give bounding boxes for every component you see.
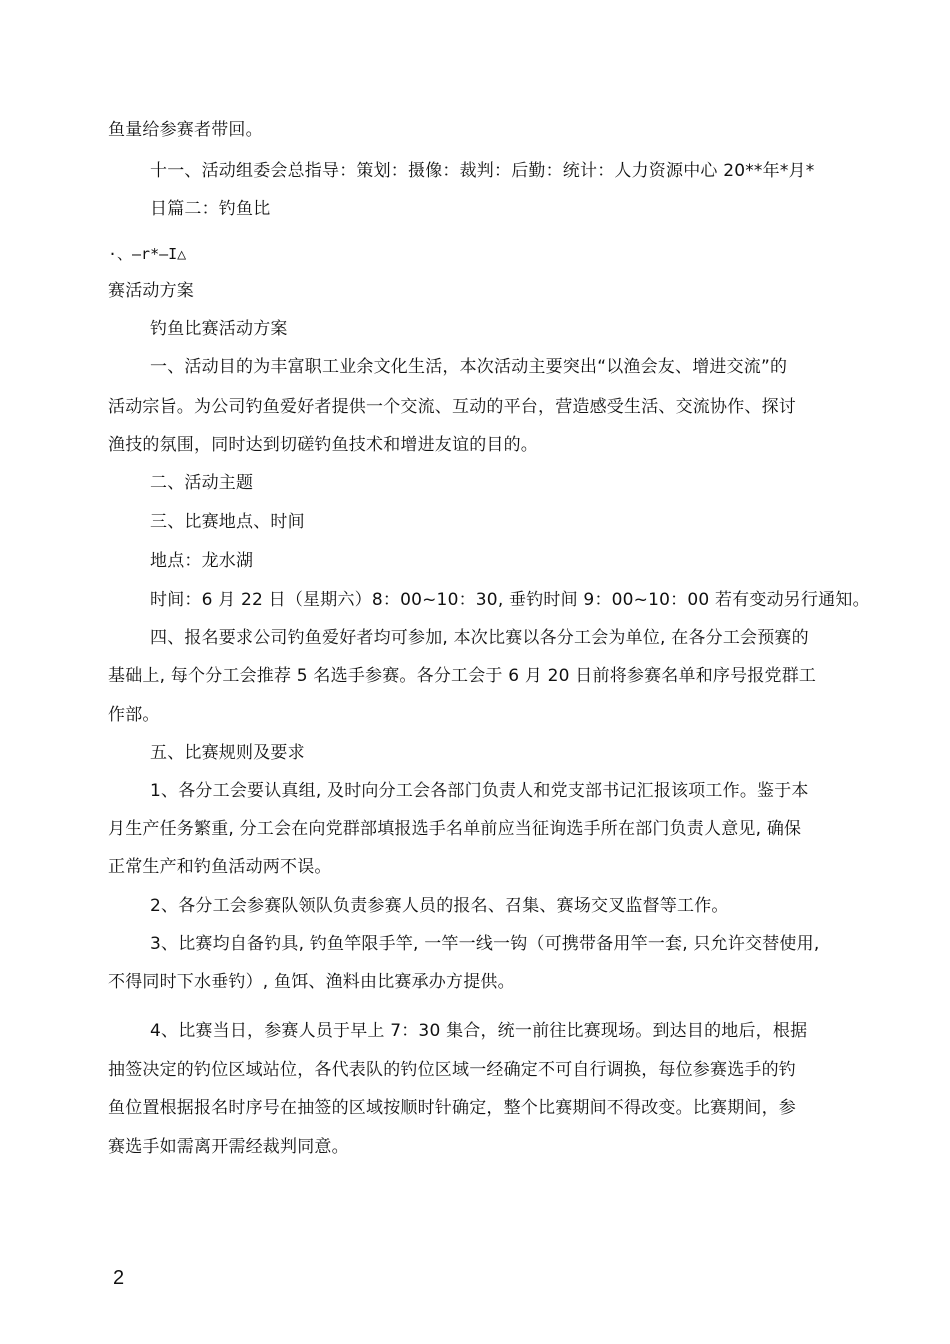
text-line: 赛选手如需离开需经裁判同意。 (108, 1137, 349, 1157)
text-line: 不得同时下水垂钓）, 鱼饵、渔料由比赛承办方提供。 (108, 972, 515, 992)
text-line: 赛活动方案 (108, 281, 194, 301)
text-line: 2、各分工会参赛队领队负责参赛人员的报名、召集、赛场交叉监督等工作。 (150, 896, 729, 916)
page-number: 2 (113, 1267, 125, 1289)
text-line: 十一、活动组委会总指导：策划：摄像：裁判：后勤：统计：人力资源中心 20**年*月* (150, 161, 815, 181)
text-line: 作部。 (108, 705, 160, 725)
text-line: 日篇二：钓鱼比 (150, 199, 271, 219)
text-line: 抽签决定的钓位区域站位，各代表队的钓位区域一经确定不可自行调换，每位参赛选手的钓 (108, 1060, 796, 1080)
garbled-text-fragment: ·、—r*—I△ (108, 245, 187, 263)
text-line: 月生产任务繁重, 分工会在向党群部填报选手名单前应当征询选手所在部门负责人意见, 确保 (108, 819, 802, 839)
text-line: 鱼位置根据报名时序号在抽签的区域按顺时针确定，整个比赛期间不得改变。比赛期间，参 (108, 1098, 796, 1118)
text-line: 渔技的氛围，同时达到切磋钓鱼技术和增进友谊的目的。 (108, 435, 538, 455)
section-title: 钓鱼比赛活动方案 (150, 319, 288, 339)
text-line: 四、报名要求公司钓鱼爱好者均可参加, 本次比赛以各分工会为单位, 在各分工会预赛的 (150, 628, 809, 648)
text-line: 4、比赛当日，参赛人员于早上 7：30 集合，统一前往比赛现场。到达目的地后，根据 (150, 1021, 808, 1041)
section-heading: 三、比赛地点、时间 (150, 512, 305, 532)
text-line: 一、活动目的为丰富职工业余文化生活，本次活动主要突出“以渔会友、增进交流”的 (150, 357, 788, 377)
text-line: 正常生产和钓鱼活动两不误。 (108, 857, 332, 877)
text-line: 活动宗旨。为公司钓鱼爱好者提供一个交流、互动的平台，营造感受生活、交流协作、探讨 (108, 397, 796, 417)
section-heading: 二、活动主题 (150, 473, 254, 493)
text-line: 地点：龙水湖 (150, 551, 254, 571)
text-line: 鱼量给参赛者带回。 (108, 120, 263, 140)
text-line: 基础上, 每个分工会推荐 5 名选手参赛。各分工会于 6 月 20 日前将参赛名单和序号报党群工 (108, 666, 817, 686)
text-line: 时间：6 月 22 日（星期六）8：00~10：30, 垂钓时间 9：00~10：00 若有变动另行通知。 (150, 590, 870, 610)
text-line: 1、各分工会要认真组, 及时向分工会各部门负责人和党支部书记汇报该项工作。鉴于本 (150, 781, 809, 801)
section-heading: 五、比赛规则及要求 (150, 743, 305, 763)
text-line: 3、比赛均自备钓具, 钓鱼竿限手竿, 一竿一线一钩（可携带备用竿一套, 只允许交替使用, (150, 934, 820, 954)
